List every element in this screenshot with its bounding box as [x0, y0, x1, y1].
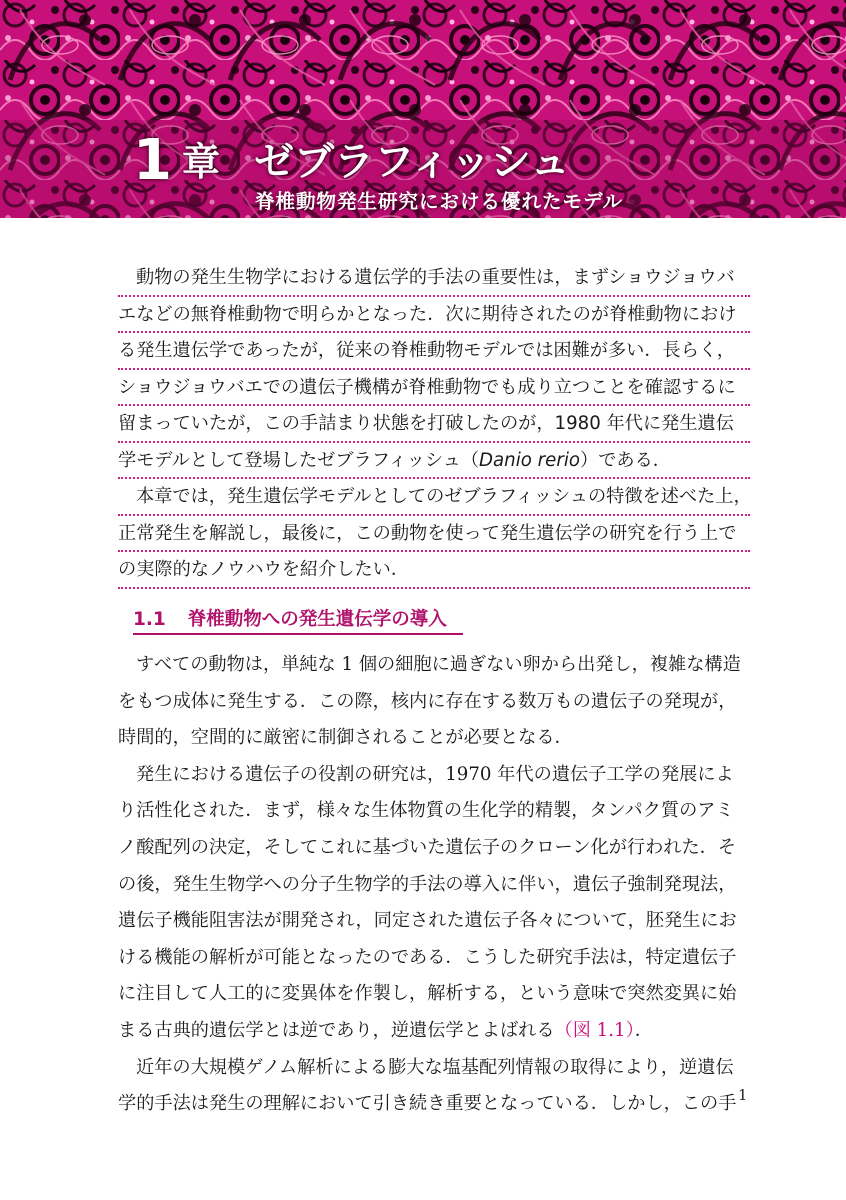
intro-line: 動物の発生生物学における遺伝学的手法の重要性は，まずショウジョウバ — [118, 260, 750, 297]
chapter-intro — [118, 260, 750, 589]
page-number: 1 — [738, 1086, 748, 1104]
intro-line: 正常発生を解説し，最後に，この動物を使って発生遺伝学の研究を行う上で — [118, 516, 750, 553]
body-line: 学的手法は発生の理解において引き続き重要となっている．しかし，この手 — [118, 1093, 737, 1115]
body-line: をもつ成体に発生する．この際，核内に存在する数万もの遺伝子の発現が， — [118, 690, 737, 712]
chapter-name: ゼブラフィッシュ — [253, 139, 570, 185]
body-line: り活性化された．まず，様々な生体物質の生化学的精製，タンパク質のアミ — [118, 800, 734, 822]
body-line: 時間的，空間的に厳密に制御されることが必要となる． — [118, 727, 573, 749]
body-paragraph — [118, 757, 750, 1050]
species-name: Danio rerio — [479, 449, 580, 471]
body-paragraph — [118, 1050, 750, 1123]
intro-line: エなどの無脊椎動物で明らかとなった．次に期待されたのが脊椎動物におけ — [118, 297, 750, 334]
chapter-label: 章 — [181, 140, 220, 184]
intro-line — [118, 443, 750, 480]
body-text — [118, 647, 750, 1123]
section-title: 脊椎動物への発生遺伝学の導入 — [187, 609, 447, 630]
chapter-number: 1 — [133, 128, 172, 193]
intro-line: ショウジョウバエでの遺伝子機構が脊椎動物でも成り立つことを確認するに — [118, 370, 750, 407]
intro-line: 本章では，発生遺伝学モデルとしてのゼブラフィッシュの特徴を述べた上， — [118, 479, 750, 516]
body-line: に注目して人工的に変異体を作製し，解析する，という意味で突然変異に始 — [118, 983, 737, 1005]
intro-text: ）である． — [580, 449, 671, 471]
intro-line: の実際的なノウハウを紹介したい． — [118, 552, 750, 589]
body-paragraph — [118, 647, 750, 757]
chapter-header-banner — [0, 0, 846, 218]
intro-line: る発生遺伝学であったが，従来の脊椎動物モデルでは困難が多い．長らく， — [118, 333, 750, 370]
body-text-run: ． — [634, 1019, 653, 1041]
chapter-title — [133, 128, 570, 193]
intro-paragraph — [118, 479, 750, 589]
body-line — [118, 1013, 750, 1050]
intro-line: 留まっていたが，この手詰まり状態を打破したのが，1980 年代に発生遺伝 — [118, 406, 750, 443]
body-line: 遺伝子機能阻害法が開発され，同定された遺伝子各々について，胚発生にお — [118, 910, 737, 932]
section-number: 1.1 — [133, 609, 166, 630]
body-line: の後，発生生物学への分子生物学的手法の導入に伴い，遺伝子強制発現法， — [118, 873, 737, 895]
intro-text: 学モデルとして登場したゼブラフィッシュ（ — [118, 449, 480, 471]
body-line: ノ酸配列の決定，そしてこれに基づいた遺伝子のクローン化が行われた．そ — [118, 836, 737, 858]
intro-paragraph — [118, 260, 750, 479]
body-line: 近年の大規模ゲノム解析による膨大な塩基配列情報の取得により，逆遺伝 — [136, 1056, 734, 1078]
chapter-subtitle: 脊椎動物発生研究における優れたモデル — [255, 190, 624, 213]
body-line: 発生における遺伝子の役割の研究は，1970 年代の遺伝子工学の発展によ — [136, 763, 734, 785]
body-text-run: まる古典的遺伝学とは逆であり，逆遺伝学とよばれる — [118, 1019, 555, 1041]
body-line: ける機能の解析が可能となったのである．こうした研究手法は，特定遺伝子 — [118, 946, 737, 968]
body-line: すべての動物は，単純な 1 個の細胞に過ぎない卵から出発し，複雑な構造 — [136, 654, 741, 675]
figure-reference-link[interactable]: （図 1.1） — [554, 1019, 635, 1041]
section-heading — [133, 605, 463, 635]
